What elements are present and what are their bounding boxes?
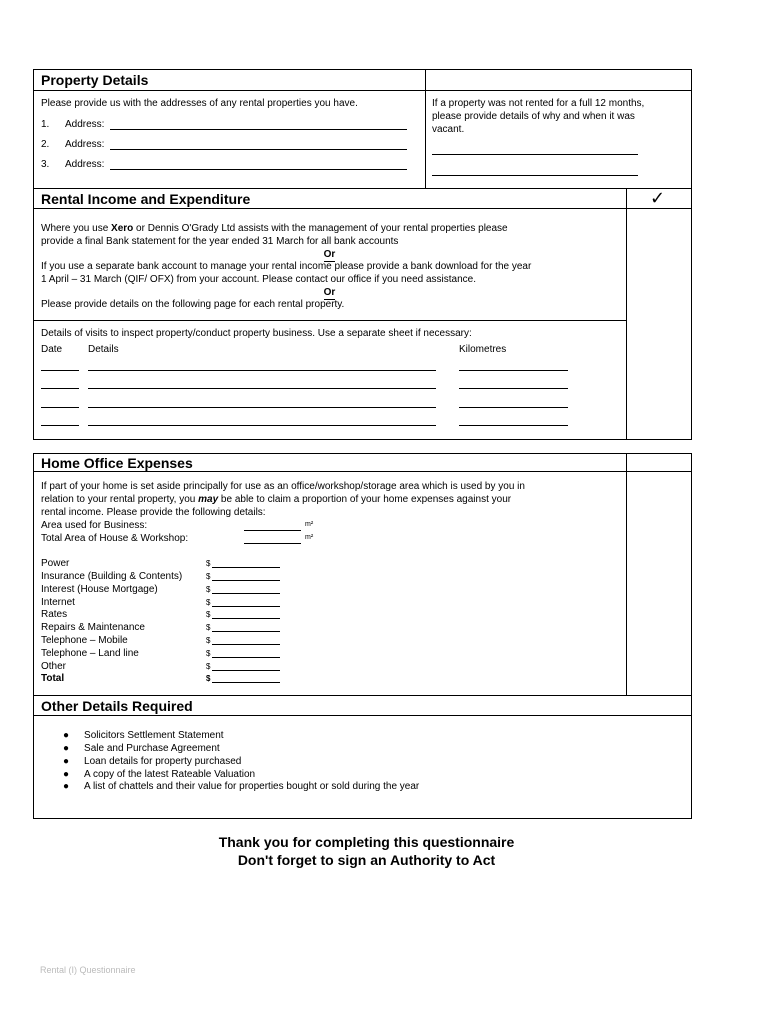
expense-label: Internet xyxy=(41,597,75,608)
visit-km-field[interactable] xyxy=(459,425,568,426)
property-details-intro: Please provide us with the addresses of any rental properties you have. xyxy=(41,98,358,109)
bullet-icon: ● xyxy=(63,769,70,780)
home-office-paragraph: If part of your home is set aside principally for use as an office/workshop/storage area which is used by you in xyxy=(41,481,525,492)
home-office-paragraph: rental income. Please provide the following details: xyxy=(41,507,266,518)
address-field-2[interactable] xyxy=(110,149,407,150)
visit-date-field[interactable] xyxy=(41,425,79,426)
bullet-icon: ● xyxy=(63,730,70,741)
currency-symbol: $ xyxy=(206,623,211,632)
expense-field[interactable] xyxy=(212,670,280,671)
visit-date-field[interactable] xyxy=(41,370,79,371)
total-label: Total xyxy=(41,673,65,684)
currency-symbol: $ xyxy=(206,662,211,671)
checkmark-icon: ✓ xyxy=(650,188,666,209)
currency-symbol: $ xyxy=(206,674,211,683)
expense-label: Insurance (Building & Contents) xyxy=(41,571,183,582)
expense-field[interactable] xyxy=(212,618,280,619)
expense-field[interactable] xyxy=(212,606,280,607)
area-total-label: Total Area of House & Workshop: xyxy=(41,533,189,544)
rental-paragraph-2: If you use a separate bank account to manage your rental income please provide a bank download for the year xyxy=(41,261,532,272)
expense-field[interactable] xyxy=(212,644,280,645)
expense-label: Power xyxy=(41,558,70,569)
or-separator: Or xyxy=(323,249,336,260)
list-item: ● Loan details for property purchased xyxy=(63,756,242,767)
visit-details-field[interactable] xyxy=(88,388,436,389)
other-details-title: Other Details Required xyxy=(41,698,193,714)
unit-label: m² xyxy=(305,521,314,528)
visit-details-field[interactable] xyxy=(88,370,436,371)
divider xyxy=(33,320,626,321)
closing-line-2: Don't forget to sign an Authority to Act xyxy=(237,852,496,868)
vacancy-note: please provide details of why and when it was xyxy=(432,111,635,122)
divider xyxy=(33,208,692,209)
area-total-field[interactable] xyxy=(244,543,301,544)
rental-paragraph-1: Where you use Xero or Dennis O'Grady Ltd assists with the management of your rental properties please xyxy=(41,223,508,234)
bullet-icon: ● xyxy=(63,756,70,767)
column-header-kilometres: Kilometres xyxy=(459,344,507,355)
address-number-2: 2. xyxy=(41,139,50,150)
divider xyxy=(626,453,627,696)
rental-paragraph-3: Please provide details on the following page for each rental property. xyxy=(41,299,345,310)
expense-label: Repairs & Maintenance xyxy=(41,622,145,633)
address-number-3: 3. xyxy=(41,159,50,170)
currency-symbol: $ xyxy=(206,598,211,607)
expense-field[interactable] xyxy=(212,631,280,632)
visit-date-field[interactable] xyxy=(41,388,79,389)
visit-details-field[interactable] xyxy=(88,407,436,408)
rental-paragraph-1: provide a final Bank statement for the year ended 31 March for all bank accounts xyxy=(41,236,399,247)
list-item: ● Sale and Purchase Agreement xyxy=(63,743,220,754)
vacancy-note: vacant. xyxy=(432,124,465,135)
divider xyxy=(33,471,692,472)
list-item: ● A list of chattels and their value for properties bought or sold during the year xyxy=(63,781,420,792)
expense-label: Telephone – Land line xyxy=(41,648,139,659)
footer-text: Rental (I) Questionnaire xyxy=(40,965,136,975)
address-field-1[interactable] xyxy=(110,129,407,130)
visit-date-field[interactable] xyxy=(41,407,79,408)
divider xyxy=(425,69,426,189)
vacancy-field-1[interactable] xyxy=(432,154,638,155)
list-item: ● Solicitors Settlement Statement xyxy=(63,730,224,741)
rental-income-title: Rental Income and Expenditure xyxy=(41,191,251,207)
visit-km-field[interactable] xyxy=(459,370,568,371)
expense-label: Rates xyxy=(41,609,68,620)
currency-symbol: $ xyxy=(206,585,211,594)
bullet-icon: ● xyxy=(63,743,70,754)
divider xyxy=(33,90,692,91)
divider xyxy=(626,188,627,440)
expense-label: Telephone – Mobile xyxy=(41,635,128,646)
list-item: ● A copy of the latest Rateable Valuation xyxy=(63,769,256,780)
expense-field[interactable] xyxy=(212,593,280,594)
expense-field[interactable] xyxy=(212,567,280,568)
address-label-1: Address: xyxy=(65,119,105,130)
expense-field[interactable] xyxy=(212,657,280,658)
currency-symbol: $ xyxy=(206,610,211,619)
total-field[interactable] xyxy=(212,682,280,683)
area-business-field[interactable] xyxy=(244,530,301,531)
address-label-2: Address: xyxy=(65,139,105,150)
home-office-paragraph: relation to your rental property, you may be able to claim a proportion of your home expenses against your xyxy=(41,494,512,505)
visit-details-field[interactable] xyxy=(88,425,436,426)
column-header-details: Details xyxy=(88,344,119,355)
vacancy-field-2[interactable] xyxy=(432,175,638,176)
rental-paragraph-2: 1 April – 31 March (QIF/ OFX) from your account. Please contact our office if you need assistance. xyxy=(41,274,477,285)
or-separator: Or xyxy=(323,287,336,298)
closing-line-1: Thank you for completing this questionnaire xyxy=(218,834,515,850)
property-details-title: Property Details xyxy=(41,72,149,88)
currency-symbol: $ xyxy=(206,649,211,658)
column-header-date: Date xyxy=(41,344,63,355)
area-business-label: Area used for Business: xyxy=(41,520,148,531)
currency-symbol: $ xyxy=(206,636,211,645)
visit-km-field[interactable] xyxy=(459,388,568,389)
home-office-title: Home Office Expenses xyxy=(41,455,193,471)
divider xyxy=(33,715,692,716)
bullet-icon: ● xyxy=(63,781,70,792)
visit-km-field[interactable] xyxy=(459,407,568,408)
address-field-3[interactable] xyxy=(110,169,407,170)
unit-label: m² xyxy=(305,534,314,541)
vacancy-note: If a property was not rented for a full 12 months, xyxy=(432,98,645,109)
expense-label: Other xyxy=(41,661,67,672)
address-label-3: Address: xyxy=(65,159,105,170)
expense-label: Interest (House Mortgage) xyxy=(41,584,158,595)
currency-symbol: $ xyxy=(206,572,211,581)
currency-symbol: $ xyxy=(206,559,211,568)
visits-intro: Details of visits to inspect property/conduct property business. Use a separate sheet if necessary: xyxy=(41,328,472,339)
address-number-1: 1. xyxy=(41,119,50,130)
expense-field[interactable] xyxy=(212,580,280,581)
